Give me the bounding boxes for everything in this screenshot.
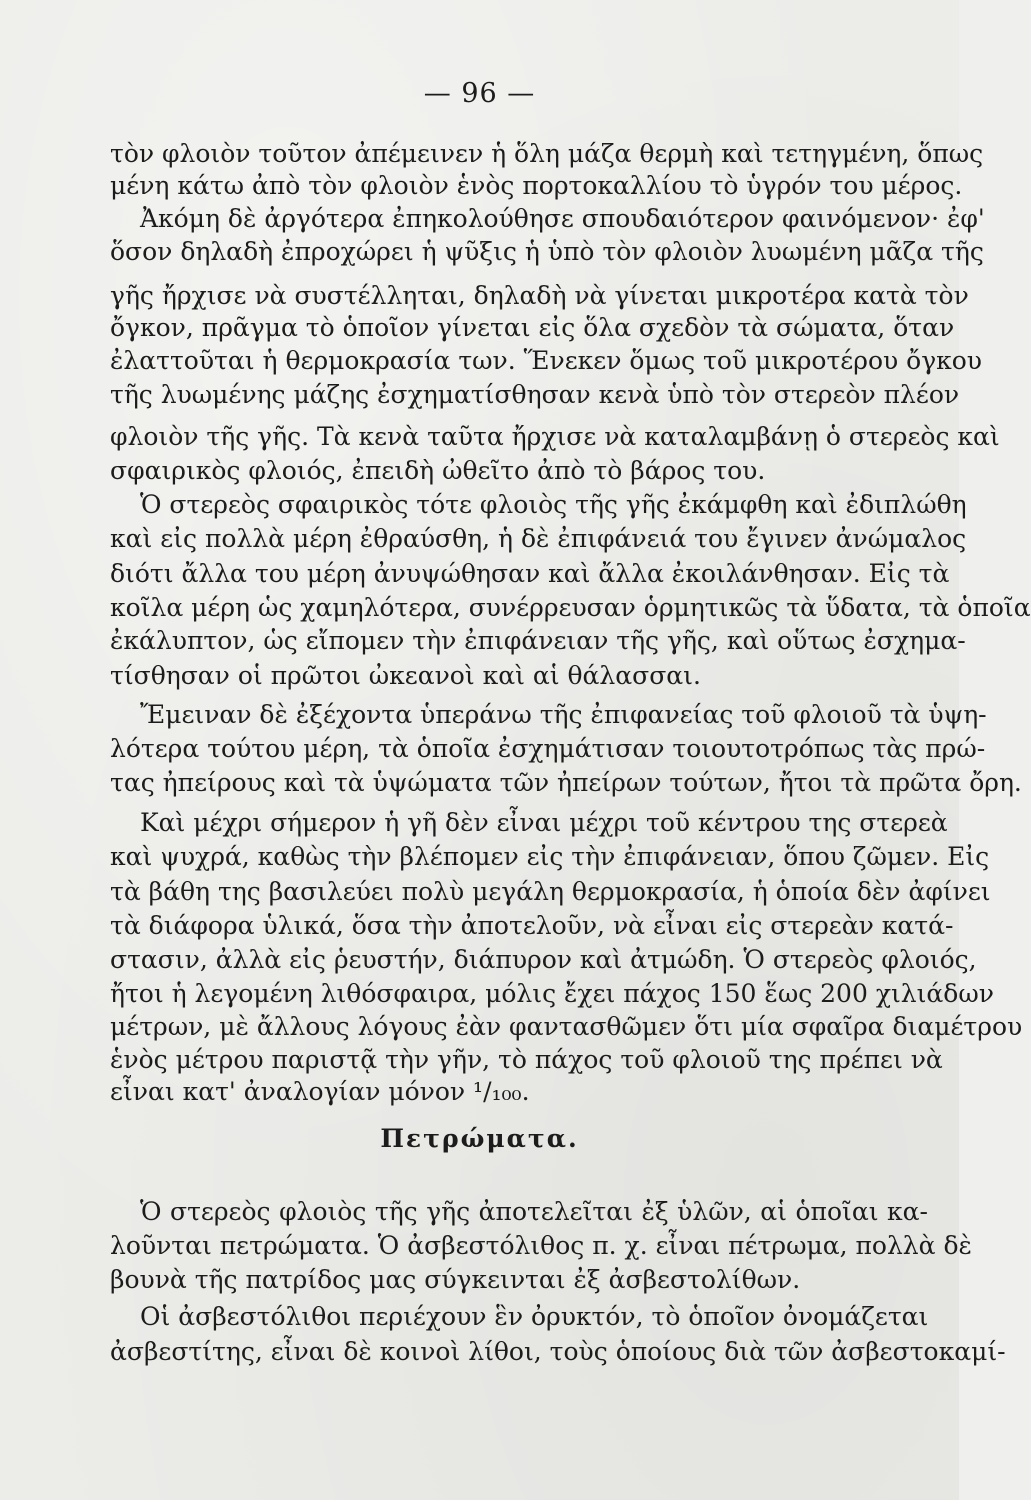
text-line: διότι ἄλλα του μέρη ἀνυψώθησαν καὶ ἄλλα ἐκοιλάνθησαν. Εἰς τὰ bbox=[110, 559, 950, 588]
text-line: Ἀκόμη δὲ ἀργότερα ἐπηκολούθησε σπουδαιότερον φαινόμενον· ἐφ' bbox=[140, 204, 985, 233]
text-line: Οἱ ἀσβεστόλιθοι περιέχουν ἓν ὀρυκτόν, τὸ ὁποῖον ὀνομάζεται bbox=[140, 1302, 929, 1331]
text-line: στασιν, ἀλλὰ εἰς ῥευστήν, διάπυρον καὶ ἀτμώδη. Ὁ στερεὸς φλοιός, bbox=[110, 945, 977, 974]
text-line: ἤτοι ἡ λεγομένη λιθόσφαιρα, μόλις ἔχει πάχος 150 ἕως 200 χιλιάδων bbox=[110, 979, 994, 1008]
text-line: τῆς λυωμένης μάζης ἐσχηματίσθησαν κενὰ ὑπὸ τὸν στερεὸν πλέον bbox=[110, 380, 960, 409]
text-line: Ὁ στερεὸς σφαιρικὸς τότε φλοιὸς τῆς γῆς ἐκάμφθη καὶ ἐδιπλώθη bbox=[140, 490, 967, 519]
text-line: ὄγκον, πρᾶγμα τὸ ὁποῖον γίνεται εἰς ὅλα σχεδὸν τὰ σώματα, ὅταν bbox=[110, 313, 955, 342]
text-line: Ὁ στερεὸς φλοιὸς τῆς γῆς ἀποτελεῖται ἐξ ὑλῶν, αἱ ὁποῖαι κα- bbox=[140, 1197, 928, 1226]
text-line: βουνὰ τῆς πατρίδος μας σύγκεινται ἐξ ἀσβεστολίθων. bbox=[110, 1265, 801, 1294]
page-number: — 96 — bbox=[423, 78, 536, 109]
text-line: σφαιρικὸς φλοιός, ἐπειδὴ ὠθεῖτο ἀπὸ τὸ βάρος του. bbox=[110, 456, 766, 485]
text-line: τὰ βάθη της βασιλεύει πολὺ μεγάλη θερμοκρασία, ἡ ὁποία δὲν ἀφίνει bbox=[110, 877, 991, 906]
text-line: εἶναι κατ' ἀναλογίαν μόνον ¹/₁₀₀. bbox=[110, 1077, 530, 1106]
section-heading: Πετρώματα. bbox=[380, 1124, 579, 1153]
text-line: καὶ εἰς πολλὰ μέρη ἐθραύσθη, ἡ δὲ ἐπιφάνειά του ἔγινεν ἀνώμαλος bbox=[110, 524, 967, 553]
text-line: λότερα τούτου μέρη, τὰ ὁποῖα ἐσχημάτισαν τοιουτοτρόπως τὰς πρώ- bbox=[110, 734, 986, 763]
text-line: τας ἠπείρους καὶ τὰ ὑψώματα τῶν ἠπείρων τούτων, ἤτοι τὰ πρῶτα ὄρη. bbox=[110, 768, 1022, 797]
text-line: Καὶ μέχρι σήμερον ἡ γῆ δὲν εἶναι μέχρι τοῦ κέντρου της στερεὰ bbox=[140, 808, 948, 837]
text-line: ἀσβεστίτης, εἶναι δὲ κοινοὶ λίθοι, τοὺς ὁποίους διὰ τῶν ἀσβεστοκαμί- bbox=[110, 1337, 1006, 1366]
text-line: καὶ ψυχρά, καθὼς τὴν βλέπομεν εἰς τὴν ἐπιφάνειαν, ὅπου ζῶμεν. Εἰς bbox=[110, 842, 990, 871]
text-line: τὸν φλοιὸν τοῦτον ἀπέμεινεν ἡ ὅλη μάζα θερμὴ καὶ τετηγμένη, ὅπως bbox=[110, 139, 984, 168]
text-line: ἑνὸς μέτρου παριστᾷ τὴν γῆν, τὸ πάχος τοῦ φλοιοῦ της πρέπει νὰ bbox=[110, 1045, 943, 1074]
text-line: ἐλαττοῦται ἡ θερμοκρασία των. Ἕνεκεν ὅμως τοῦ μικροτέρου ὄγκου bbox=[110, 346, 983, 375]
text-line: λοῦνται πετρώματα. Ὁ ἀσβεστόλιθος π. χ. εἶναι πέτρωμα, πολλὰ δὲ bbox=[110, 1231, 972, 1260]
text-line: γῆς ἤρχισε νὰ συστέλληται, δηλαδὴ νὰ γίνεται μικροτέρα κατὰ τὸν bbox=[110, 281, 969, 310]
text-line: τὰ διάφορα ὑλικά, ὅσα τὴν ἀποτελοῦν, νὰ εἶναι εἰς στερεὰν κατά- bbox=[110, 911, 954, 940]
text-line: μέτρων, μὲ ἄλλους λόγους ἐὰν φαντασθῶμεν ὅτι μία σφαῖρα διαμέτρου bbox=[110, 1012, 1023, 1041]
text-line: ἐκάλυπτον, ὡς εἴπομεν τὴν ἐπιφάνειαν τῆς γῆς, καὶ οὕτως ἐσχημα- bbox=[110, 626, 966, 655]
text-line: κοῖλα μέρη ὡς χαμηλότερα, συνέρρευσαν ὁρμητικῶς τὰ ὕδατα, τὰ ὁποῖα bbox=[110, 593, 1031, 622]
text-line: φλοιὸν τῆς γῆς. Τὰ κενὰ ταῦτα ἤρχισε νὰ καταλαμβάνῃ ὁ στερεὸς καὶ bbox=[110, 422, 1000, 451]
text-line: ὅσον δηλαδὴ ἐπροχώρει ἡ ψῦξις ἡ ὑπὸ τὸν φλοιὸν λυωμένη μᾶζα τῆς bbox=[110, 237, 984, 266]
text-line: μένη κάτω ἀπὸ τὸν φλοιὸν ἑνὸς πορτοκαλλίου τὸ ὑγρόν του μέρος. bbox=[110, 171, 963, 200]
text-line: τίσθησαν οἱ πρῶτοι ὠκεανοὶ καὶ αἱ θάλασσαι. bbox=[110, 661, 701, 690]
text-line: Ἔμειναν δὲ ἐξέχοντα ὑπεράνω τῆς ἐπιφανείας τοῦ φλοιοῦ τὰ ὑψη- bbox=[140, 700, 987, 729]
